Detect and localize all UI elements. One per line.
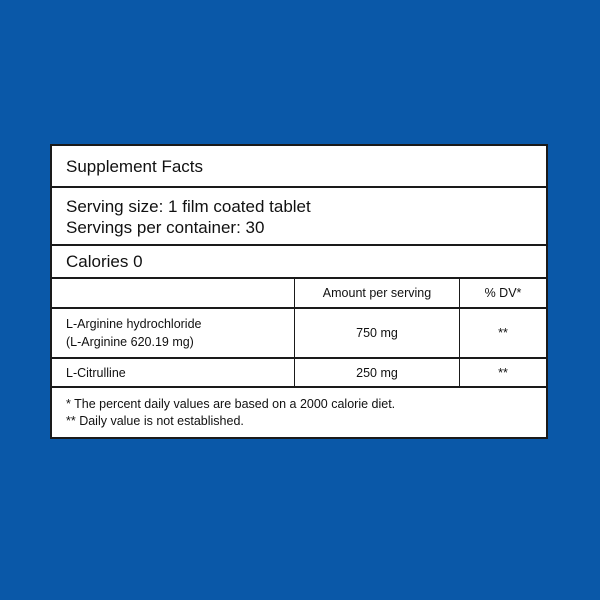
header-ingredient [52, 279, 295, 308]
serving-size: Serving size: 1 film coated tablet [66, 197, 311, 216]
ingredient-name-detail: (L-Arginine 620.19 mg) [66, 335, 194, 349]
ingredient-amount: 250 mg [295, 358, 460, 387]
nutrient-table [52, 279, 546, 388]
header-dv: % DV* [460, 279, 547, 308]
ingredient-dv: ** [460, 358, 547, 387]
table-row [52, 358, 546, 387]
ingredient-amount: 750 mg [295, 308, 460, 358]
footnote-dv: * The percent daily values are based on a 2000 calorie diet. [66, 397, 396, 411]
supplement-facts-panel [50, 144, 548, 439]
panel-title: Supplement Facts [52, 146, 546, 188]
calories: Calories 0 [52, 246, 546, 279]
footnotes [52, 388, 546, 430]
table-row [52, 308, 546, 358]
servings-per-container: Servings per container: 30 [66, 218, 265, 237]
footnote-not-established: ** Daily value is not established. [66, 414, 244, 428]
header-amount: Amount per serving [295, 279, 460, 308]
ingredient-name: L-Citrulline [52, 358, 295, 387]
ingredient-name [52, 308, 295, 358]
ingredient-dv: ** [460, 308, 547, 358]
serving-info [52, 188, 546, 246]
ingredient-name-line: L-Arginine hydrochloride [66, 317, 202, 331]
table-header-row [52, 279, 546, 308]
